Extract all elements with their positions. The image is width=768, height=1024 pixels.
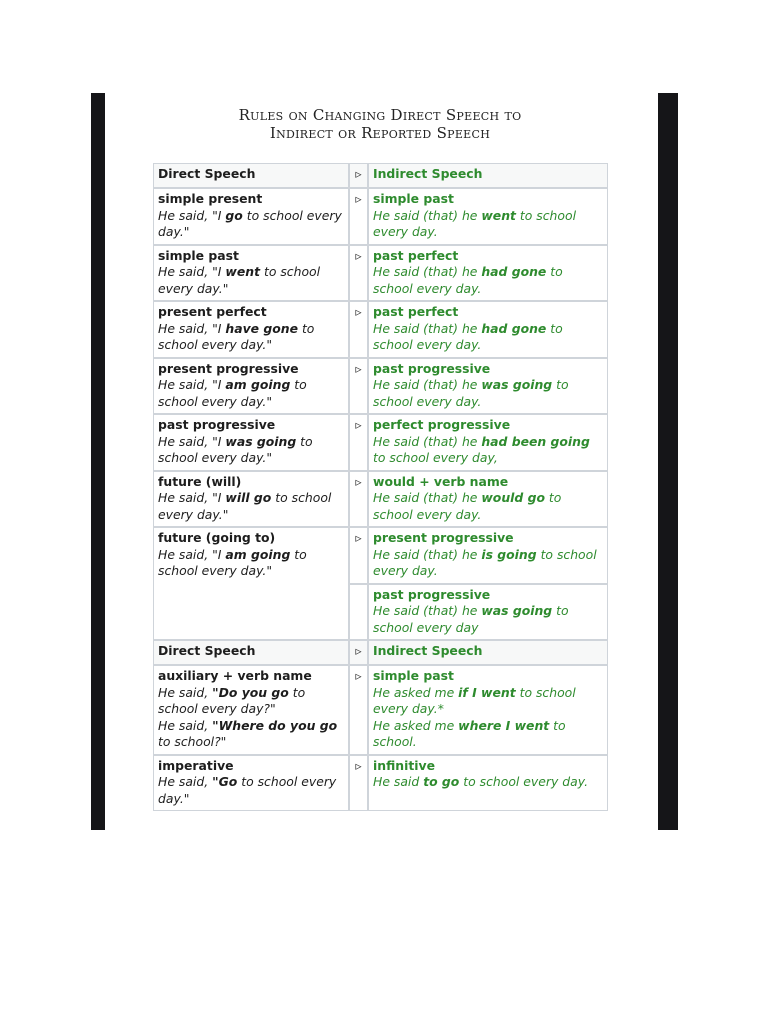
direct-cell-name: future (will): [158, 473, 242, 489]
direct-cell-example: He said, "I was going to school every day.": [158, 433, 313, 465]
header-row-2: [153, 640, 608, 665]
direct-cell-example: He said, "I am going to school every day.": [158, 546, 307, 578]
arrow-icon: ▹: [349, 188, 368, 245]
indirect-cell: [368, 301, 608, 358]
indirect-cell-example: He asked me if I went to school every day.* He asked me where I went to school.: [373, 684, 576, 749]
header-direct: Direct Speech: [153, 163, 349, 188]
direct-cell-example: He said, "I go to school every day.": [158, 207, 342, 239]
indirect-cell-name: past perfect: [373, 247, 459, 263]
arrow-icon: [349, 584, 368, 641]
indirect-cell: [368, 414, 608, 471]
direct-cell: [153, 471, 349, 528]
title-line-2: Indirect or Reported Speech: [269, 124, 491, 142]
direct-cell-name: present progressive: [158, 360, 299, 376]
indirect-cell-name: present progressive: [373, 530, 514, 545]
direct-cell-example: He said, "Go to school every day.": [158, 774, 337, 806]
indirect-cell-example: He said (that) he was going to school every day: [373, 603, 569, 635]
direct-cell-name: past progressive: [158, 417, 276, 432]
indirect-cell-name: past progressive: [373, 586, 491, 602]
table-body: [153, 163, 608, 811]
direct-cell: [153, 245, 349, 302]
direct-cell-name: auxiliary + verb name: [158, 668, 312, 683]
indirect-cell: [368, 188, 608, 245]
indirect-cell: [368, 245, 608, 302]
table-row: [153, 245, 608, 302]
direct-cell-example: He said, "Do you go to school every day?" He said, "Where do you go to school?": [158, 684, 338, 749]
direct-cell: [153, 358, 349, 415]
page-title: [150, 106, 610, 142]
arrow-icon: ▹: [349, 755, 368, 812]
speech-rules-table: [153, 163, 608, 811]
indirect-cell: [368, 358, 608, 415]
table-row: [153, 755, 608, 812]
table-row: [153, 414, 608, 471]
arrow-icon: ▹: [349, 665, 368, 755]
table-row: [153, 527, 608, 584]
direct-cell-example: He said, "I will go to school every day.": [158, 490, 332, 522]
direct-cell-example: He said, "I am going to school every day.": [158, 377, 307, 409]
table-row: [153, 665, 608, 755]
arrow-icon: ▹: [349, 471, 368, 528]
direct-cell: [153, 188, 349, 245]
indirect-cell-name: past progressive: [373, 360, 491, 376]
indirect-cell: [368, 665, 608, 755]
direct-cell-name: simple present: [158, 191, 263, 206]
direct-cell-example: He said, "I have gone to school every day.": [158, 320, 315, 352]
right-black-bar: [658, 93, 678, 830]
arrow-icon: ▹: [349, 527, 368, 584]
header-indirect-2: Indirect Speech: [368, 640, 608, 665]
indirect-cell: [368, 755, 608, 812]
header-indirect: Indirect Speech: [368, 163, 608, 188]
arrow-icon: ▹: [349, 414, 368, 471]
direct-cell: [153, 665, 349, 755]
direct-cell: [153, 527, 349, 640]
indirect-cell: [368, 471, 608, 528]
indirect-cell-example: He said (that) he would go to school every day.: [373, 490, 562, 522]
arrow-icon: ▹: [349, 301, 368, 358]
table-row: [153, 471, 608, 528]
arrow-icon: ▹: [349, 640, 368, 665]
header-direct-2: Direct Speech: [153, 640, 349, 665]
direct-cell-example: He said, "I went to school every day.": [158, 264, 321, 296]
arrow-icon: ▹: [349, 358, 368, 415]
arrow-icon: ▹: [349, 163, 368, 188]
direct-cell-name: future (going to): [158, 530, 276, 545]
table-row: [153, 188, 608, 245]
indirect-cell: [368, 584, 608, 641]
arrow-icon: ▹: [349, 245, 368, 302]
left-black-bar: [91, 93, 105, 830]
indirect-cell-example: He said (that) he went to school every day.: [373, 207, 577, 239]
indirect-cell-example: He said to go to school every day.: [373, 774, 589, 789]
indirect-cell-name: simple past: [373, 191, 454, 206]
indirect-cell-example: He said (that) he is going to school every day.: [373, 546, 597, 578]
direct-cell-name: present perfect: [158, 304, 267, 319]
indirect-cell-example: He said (that) he was going to school every day.: [373, 377, 569, 409]
indirect-cell-example: He said (that) he had been going to school every day,: [373, 433, 590, 465]
direct-cell-name: simple past: [158, 247, 239, 263]
direct-cell-name: imperative: [158, 757, 234, 773]
indirect-cell-name: past perfect: [373, 304, 459, 319]
indirect-cell: [368, 527, 608, 584]
table-row: [153, 358, 608, 415]
direct-cell: [153, 755, 349, 812]
indirect-cell-name: would + verb name: [373, 473, 509, 489]
table-row: [153, 301, 608, 358]
indirect-cell-name: simple past: [373, 668, 454, 683]
indirect-cell-example: He said (that) he had gone to school every day.: [373, 320, 563, 352]
title-line-1: Rules on Changing Direct Speech to: [238, 106, 522, 124]
indirect-cell-name: perfect progressive: [373, 417, 511, 432]
indirect-cell-example: He said (that) he had gone to school every day.: [373, 264, 563, 296]
indirect-cell-name: infinitive: [373, 757, 435, 773]
header-row: [153, 163, 608, 188]
direct-cell: [153, 301, 349, 358]
direct-cell: [153, 414, 349, 471]
